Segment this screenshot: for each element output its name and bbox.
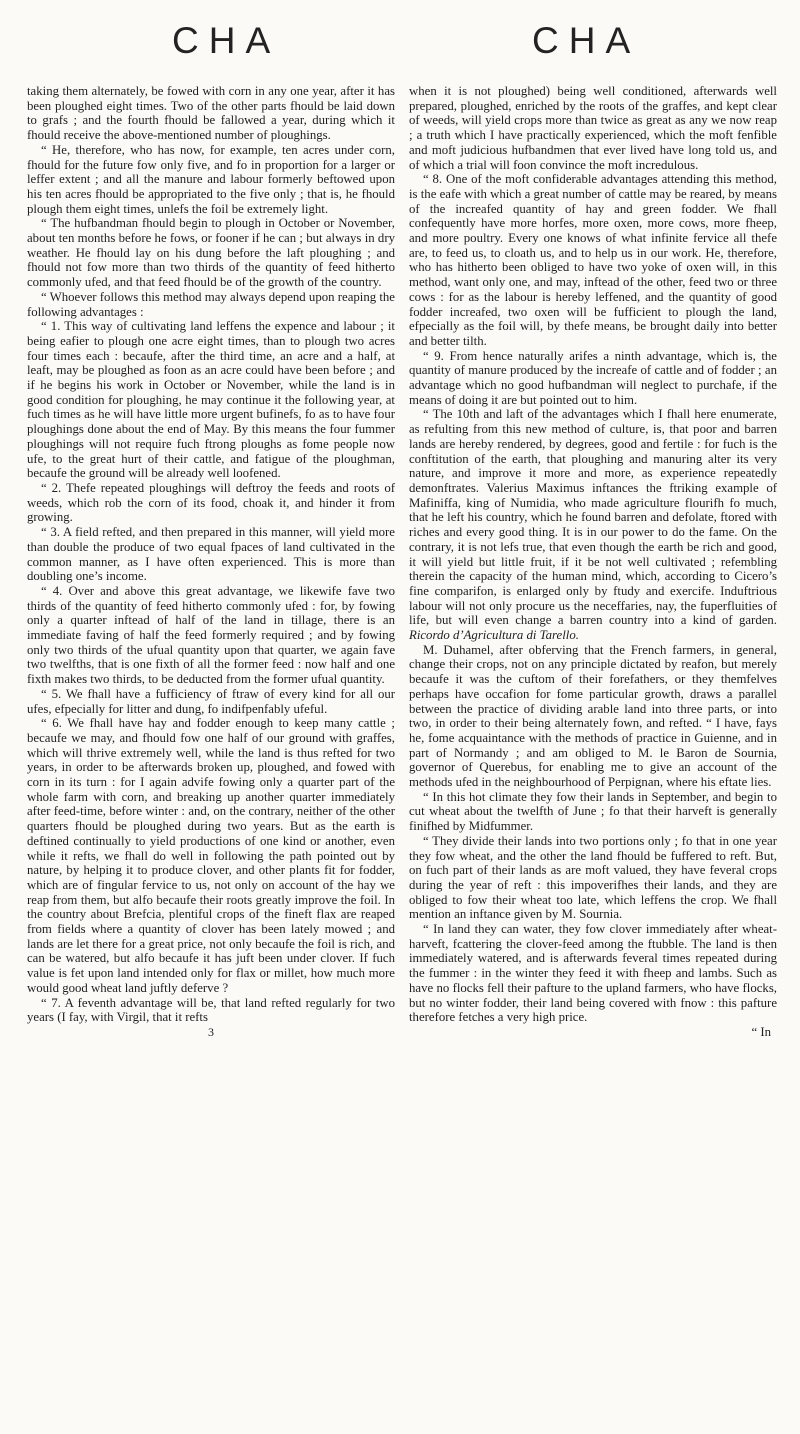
paragraph: “ He, therefore, who has now, for example, ten acres under corn, fhould for the future fow only five, and fo in proportion for a larger or leffer extent ; and all the manure and labour formerly beftowed upon his ten acres fhould be appropriated to the five only ; that is, he fhould plough them eight times, unlefs the foil be extremely light. (27, 142, 395, 216)
paragraph: “ 3. A field refted, and then prepared in this manner, will yield more than double the produce of two equal fpaces of land cultivated in the common manner, as I have often experienced. This is more than doubling one’s income. (27, 525, 395, 584)
running-head-left: CHA (172, 20, 281, 61)
running-head (0, 8, 800, 78)
paragraph: “ 8. One of the moft confiderable advantages attending this method, is the eafe with which a great number of cattle may be reared, by means of the increafed quantity of hay and green fodder. We fhall confequently have more horfes, more oxen, more cows, more fheep, and more poultry. Every one knows of what infinite fervice all thefe are, to feed us, to cloath us, and to help us in our work. He, therefore, who has hitherto been obliged to have two yoke of oxen will, in this method, want only one, and may, inftead of the other, feed two or three cows : for as the labour is hereby leffened, and the quantity of good fodder increafed, two oxen will be fufficient to plough the land, efpecially as the foil will, by thefe means, be brought daily into better and better tilth. (409, 172, 777, 348)
paragraph: “ Whoever follows this method may always depend upon reaping the following advantages : (27, 289, 395, 319)
paragraph-text: “ The 10th and laft of the advantages which I fhall here enumerate, as refulting from this new method of culture, is, that poor and barren lands are hereby rendered, by degrees, good and fertile : for fuch is the conftitution of the earth, that ploughing and manuring alter its very nature, and improve it more and more, as experience repeatedly demonftrates. Valerius Maximus inftances the ftriking example of Mafiniffa, king of Numidia, who made agriculture flourifh fo much, that he left his country, which he found barren and defolate, ftored with riches and every good thing. It is in our power to do the fame. On the contrary, it is not lefs true, that even though the earth be rich and good, it will yield but little fruit, if it be not well cultivated ; refembling therein the capacity of the human mind, which, according to Cicero’s fine comparifon, is enlarged only by ftudy and exercife. Induftrious labour will not only procure us the neceffaries, nay, the fuperfluities of life, but will even change a barren country into a kind of garden. (409, 407, 777, 628)
paragraph: “ 7. A feventh advantage will be, that land refted regularly for two years (I fay, with Virgil, that it refts (27, 995, 395, 1025)
paragraph: “ 6. We fhall have hay and fodder enough to keep many cattle ; becaufe we may, and fhould fow one half of our ground with graffes, which will thrive extremely well, while the land is thus refted for two years, in order to be afterwards broken up, ploughed, and fowed with corn in its turn : for I again advife fowing only a quarter part of the whole farm with corn, and breaking up another quarter immediately after feed-time, before winter : and, on the contrary, neither of the other quarters fhould be ploughed during two years. But as the earth is deftined continually to yield productions of one kind or another, even while it refts, we fhall do well in following the path pointed out by nature, by helping it to produce clover, and other plants fit for fodder, which are of fingular fervice to us, not only on account of the hay we reap from them, but alfo becaufe their roots greatly improve the foil. In the country about Brefcia, plentiful crops of the fineft flax are reaped from fields where a quantity of clover has been lately mowed ; and lands are let there for a great price, not only becaufe the foil is rich, and can be watered, but alfo becaufe it has juft been under clover. If fuch value is fet upon land intended only for flax or millet, how much more would good wheat land juftly deferve ? (27, 716, 395, 995)
catchword: “ In (751, 1025, 771, 1039)
paragraph: taking them alternately, be fowed with corn in any one year, after it has been ploughed eight times. Two of the other parts fhould be laid down to grafs ; and the fourth fhould be fallowed a year, during which it fhould receive the above-mentioned number of ploughings. (27, 84, 395, 143)
paragraph: “ 4. Over and above this great advantage, we likewife fave two thirds of the quantity of feed hitherto commonly ufed : for, by fowing only a quarter inftead of half of the land in tillage, there is an immediate faving of half the feed formerly required ; and by fowing only two thirds of the ufual quantity upon that quarter, we again fave two twelfths, that is one fixth of all the former feed : now half and one fixth makes two thirds, to be deducted from the former ufual quantity. (27, 583, 395, 687)
paragraph: “ 9. From hence naturally arifes a ninth advantage, which is, the quantity of manure produced by the increafe of cattle and of fodder ; an advantage which no good hufbandman will neglect to purchafe, if the means of doing it are but pointed out to him. (409, 348, 777, 407)
left-column (27, 84, 395, 1424)
paragraph: “ 2. Thefe repeated ploughings will deftroy the feeds and roots of weeds, which rob the corn of its food, choak it, and hinder it from growing. (27, 480, 395, 525)
running-head-right: CHA (532, 20, 641, 61)
paragraph: “ In this hot climate they fow their lands in September, and begin to cut wheat about the twelfth of June ; fo that their harveft is generally finifhed by Midfummer. (409, 789, 777, 834)
paragraph: M. Duhamel, after obferving that the French farmers, in general, change their crops, not on any principle dictated by reafon, but merely becaufe it was the cuftom of their forefathers, or they themfelves perhaps have occafion for fome particular growth, draws a parallel between the practice of dividing arable land into three parts, or into two, in order to their being alternately fown, and refted. “ I have, fays he, fome acquaintance with the methods of practice in Guienne, and in part of Normandy ; and am obliged to M. le Baron de Sournia, governor of Querebus, for enabling me to give an account of the methods ufed in the neighbourhood of Perpignan, where his eftate lies. (409, 642, 777, 790)
paragraph (409, 407, 777, 642)
paragraph: when it is not ploughed) being well conditioned, afterwards well prepared, ploughed, enriched by the roots of the graffes, and kept clear of weeds, will yield crops more than twice as great as any we now reap ; a truth which I have practically experienced, which the moft fenfible and moft judicious hufbandmen that ever lived have long told us, and of which a trial will foon convince the moft incredulous. (409, 84, 777, 172)
paragraph: “ They divide their lands into two portions only ; fo that in one year they fow wheat, and the other the land fhould be fuffered to reft. But, on fuch part of their lands as are moft valued, they have feveral crops during the year of reft : this impoverifhes their lands, and they are obliged to fow their wheat too late, which leffens the crop. We fhall mention an inftance given by M. Sournia. (409, 833, 777, 922)
paragraph: “ The hufbandman fhould begin to plough in October or November, about ten months before he fows, or fooner if he can ; but always in dry weather. He fhould lay on his dung before the laft ploughing ; and fhould not fow more than two thirds of the quantity of feed hitherto commonly ufed, and that feed fhould be of the growth of the country. (27, 216, 395, 290)
paragraph: “ In land they can water, they fow clover immediately after wheat-harveft, fcattering the clover-feed among the ftubble. The land is then immediately watered, and is afterwards feveral times repeated during the fummer : in the winter they feed it with fheep and lambs. Such as have no flocks fell their pafture to the upland farmers, who have flocks, but no winter fodder, their land being covered with fnow : this pafture therefore fetches a very high price. (409, 922, 777, 1025)
citation: Ricordo d’Agricultura di Tarello. (409, 628, 579, 643)
signature-mark: 3 (208, 1025, 214, 1039)
paragraph: “ 5. We fhall have a fufficiency of ftraw of every kind for all our ufes, efpecially for litter and dung, fo indifpenfably ufeful. (27, 686, 395, 716)
right-column (409, 84, 777, 1424)
paragraph: “ 1. This way of cultivating land leffens the expence and labour ; it being eafier to plough one acre eight times, than to plough two acres four times each : becaufe, after the third time, an acre and a half, at leaft, may be ploughed as foon as an acre could have been before ; and if he begins his work in October or November, while the land is in good condition for ploughing, he may continue it the following year, at fuch times as he will have little more urgent bufinefs, fo as to have four ploughings done about the end of May. By this means the four fummer ploughings will not require fuch ftrong ploughs as fome people now ufe, to the great hurt of their cattle, and fatigue of the ploughman, becaufe the ground will be already well loofened. (27, 319, 395, 481)
